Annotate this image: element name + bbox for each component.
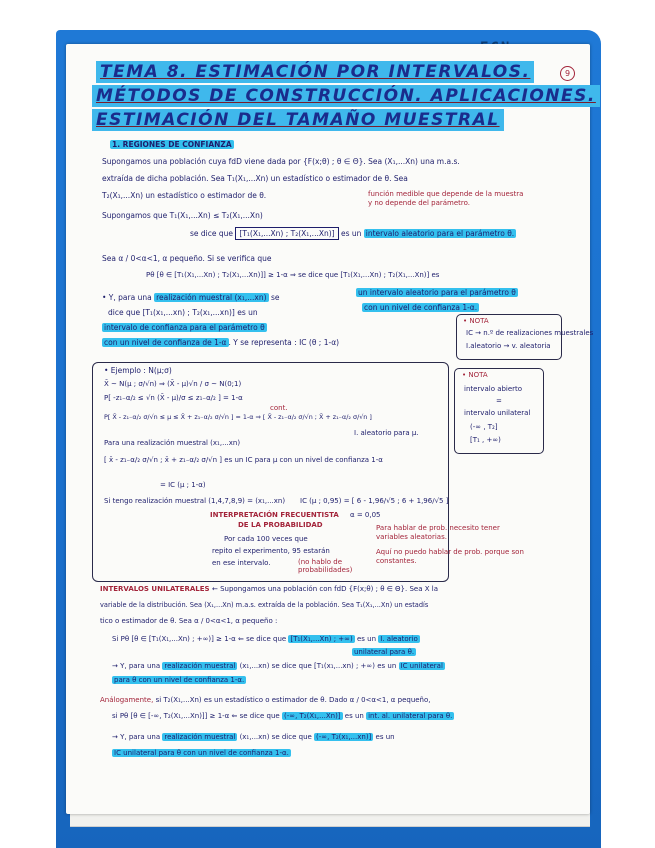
- unilateral-line: variable de la distribución. Sea (X₁,...Xn) m.a.s. extraída de la población. Sea T₁(X₁,...Xn) un estadís: [100, 601, 429, 609]
- note-title: • NOTA: [462, 371, 488, 379]
- title-line-2: MÉTODOS DE CONSTRUCCIÓN. APLICACIONES.: [92, 88, 600, 105]
- example-line: α = 0,05: [350, 511, 381, 519]
- section-text-line: dice que [T₁(x₁,...xn) ; T₂(x₁,...xn)] es un: [108, 308, 258, 317]
- note-line: IC → n.º de realizaciones muestrales: [466, 329, 594, 337]
- example-line: [ x̄ - z₁₋α/₂ σ/√n ; x̄ + z₁₋α/₂ σ/√n ] es un IC para μ con un nivel de confianza 1-α: [104, 456, 383, 464]
- example-line: I. aleatorio para μ.: [354, 429, 419, 437]
- red-side-note: función medible que depende de la muestra y no depende del parámetro.: [368, 190, 524, 208]
- example-line: Si tengo realización muestral (1,4,7,8,9) = (x₁,...xn): [104, 497, 286, 505]
- definition-line: se dice que [T₁(X₁,...Xn) ; T₂(X₁,...Xn)] es un intervalo aleatorio para el parámetro θ.: [190, 229, 515, 238]
- note-line: [T₁ , +∞): [470, 436, 501, 444]
- unilateral-line: ← Supongamos una población con fdD {F(x;θ) ; θ ∈ Θ}. Sea X la: [212, 585, 438, 593]
- red-side-note: Para hablar de prob. necesito tener variables aleatorias.: [376, 524, 500, 542]
- example-line: = IC (μ ; 1-α): [160, 481, 206, 489]
- interpretation-line: en ese intervalo.: [212, 559, 271, 567]
- example-line: Para una realización muestral (x₁,...xn): [104, 439, 241, 447]
- interpretation-subtitle: DE LA PROBABILIDAD: [238, 521, 323, 529]
- title-line-1: TEMA 8. ESTIMACIÓN POR INTERVALOS.: [96, 64, 534, 81]
- unilateral-line: Si Pθ [θ ∈ [T₁(X₁,...Xn) ; +∞)] ≥ 1-α ⇐ se dice que [T₁(X₁,...Xn) ; +∞) es un I. aleatorio: [112, 635, 418, 643]
- note-line: =: [496, 397, 502, 405]
- paper-stack-edge: [70, 812, 590, 827]
- title-line-3: ESTIMACIÓN DEL TAMAÑO MUESTRAL: [92, 112, 504, 129]
- note-line: intervalo unilateral: [464, 409, 531, 417]
- unilateral-line: → Y, para una realización muestral (x₁,...xn) se dice que (-∞, T₂(x₁,...xn)] es un: [112, 733, 395, 741]
- note-title: • NOTA: [463, 317, 489, 325]
- unilateral-line: unilateral para θ.: [354, 648, 415, 656]
- unilateral-line: IC unilateral para θ con un nivel de confianza 1-α.: [114, 749, 289, 757]
- section-text-line: Sea α / 0<α<1, α pequeño. Si se verifica que: [102, 254, 272, 263]
- interpretation-title: INTERPRETACIÓN FRECUENTISTA: [210, 511, 339, 519]
- example-line: P[ X̄ - z₁₋α/₂ σ/√n ≤ μ ≤ X̄ + z₁₋α/₂ σ/√n ] = 1-α ⇒ [ X̄ - z₁₋α/₂ σ/√n ; X̄ + z₁₋α/₂ σ/√n ]: [104, 413, 372, 421]
- example-line: IC (μ ; 0,95) = [ 6 - 1,96/√5 ; 6 + 1,96/√5 ]: [300, 497, 449, 505]
- section-heading: 1. REGIONES DE CONFIANZA: [112, 140, 232, 149]
- realization-line: • Y, para una realización muestral (x₁,...xn) se: [102, 293, 280, 302]
- unilateral-heading: INTERVALOS UNILATERALES: [100, 585, 210, 593]
- highlight-line: con un nivel de confianza 1-α.: [364, 303, 478, 312]
- note-line: intervalo abierto: [464, 385, 523, 393]
- example-note: cont.: [270, 404, 288, 412]
- highlight-line: intervalo de confianza para el parámetro θ: [104, 323, 265, 332]
- page-number: 9: [560, 66, 575, 81]
- example-line: X̄ ~ N(μ ; σ/√n) ⇒ (X̄ - μ)√n / σ ~ N(0;1): [104, 380, 242, 388]
- interpretation-line: repito el experimento, 95 estarán: [212, 547, 330, 555]
- interpretation-line: Por cada 100 veces que: [224, 535, 308, 543]
- interpretation-note: (no hablo de probabilidades): [298, 558, 353, 575]
- unilateral-line: si Pθ [θ ∈ [-∞, T₂(X₁,...Xn)]] ≥ 1-α ⇐ se dice que (-∞, T₂(X₁,...Xn)] es un int. al. unilateral para θ.: [112, 712, 453, 720]
- highlight-line: con un nivel de confianza de 1-α . Y se representa : IC (θ ; 1-α): [104, 338, 340, 347]
- red-side-note: Aquí no puedo hablar de prob. porque son constantes.: [376, 548, 524, 566]
- unilateral-line: Análogamente, si T₂(X₁,...Xn) es un estadístico o estimador de θ. Dado α / 0<α<1, α pequeño,: [100, 696, 431, 704]
- unilateral-line: para θ con un nivel de confianza 1-α.: [114, 676, 245, 684]
- example-line: P[ -z₁₋α/₂ ≤ √n (X̄ - μ)/σ ≤ z₁₋α/₂ ] = 1-α: [104, 394, 243, 402]
- unilateral-line: tico o estimador de θ. Sea α / 0<α<1, α pequeño :: [100, 617, 278, 625]
- highlight-line: un intervalo aleatorio para el parámetro θ: [358, 288, 516, 297]
- probability-line: Pθ [θ ∈ [T₁(X₁,...Xn) ; T₂(X₁,...Xn)]] ≥ 1-α ⇒ se dice que [T₁(X₁,...Xn) ; T₂(X₁,...Xn)] es: [146, 271, 440, 279]
- note-line: I.aleatorio → v. aleatoria: [466, 342, 551, 350]
- section-text-line: Supongamos que T₁(X₁,...Xn) ≤ T₂(X₁,...Xn): [102, 211, 263, 220]
- unilateral-line: → Y, para una realización muestral (x₁,...xn) se dice que [T₁(x₁,...xn) ; +∞) es un IC unilateral: [112, 662, 443, 670]
- section-text-line: extraída de dicha población. Sea T₁(X₁,...Xn) un estadístico o estimador de θ. Sea: [102, 174, 408, 183]
- note-line: (-∞ , T₂]: [470, 423, 498, 431]
- example-title: • Ejemplo : N(μ;σ): [104, 366, 172, 375]
- section-text-line: T₂(X₁,...Xn) un estadístico o estimador de θ.: [102, 191, 267, 200]
- section-text-line: Supongamos una población cuya fdD viene dada por {F(x;θ) ; θ ∈ Θ}. Sea (X₁,...Xn) una m.a.s.: [102, 157, 460, 166]
